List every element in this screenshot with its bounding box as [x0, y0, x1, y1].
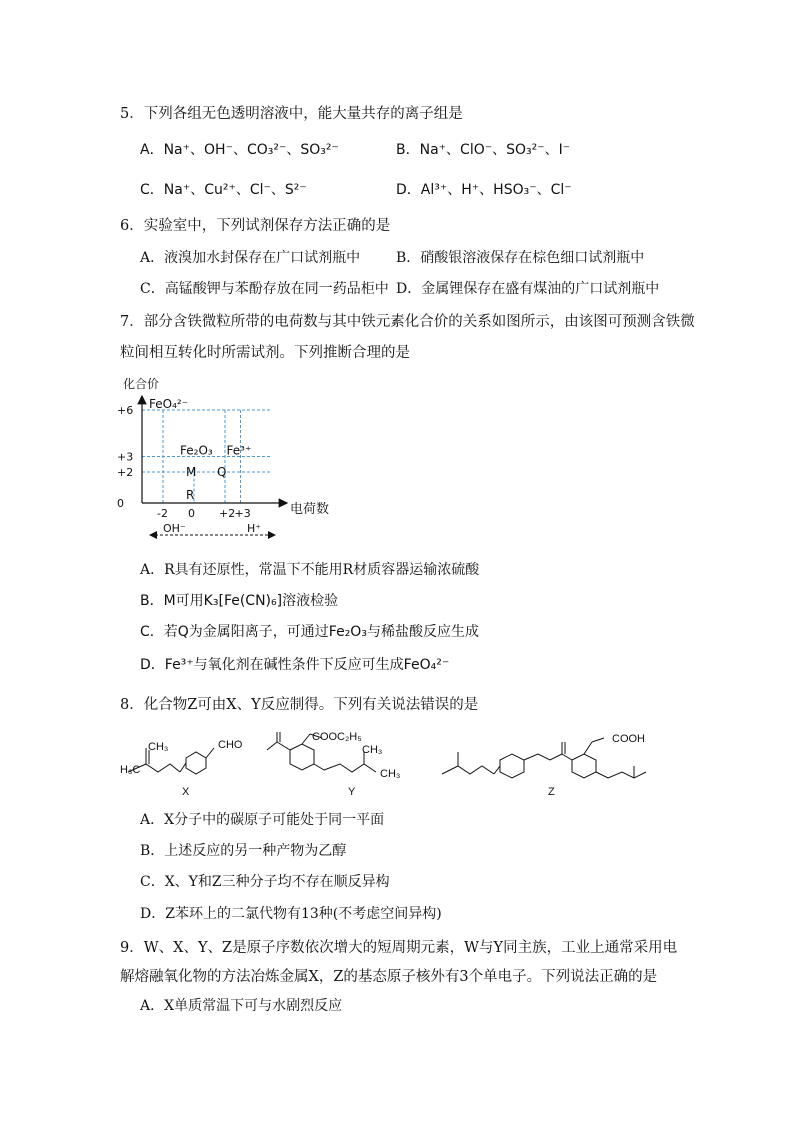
y-ch3-label: CH₃	[362, 744, 383, 756]
chart-point-label-5: R	[186, 488, 195, 502]
q9-stem-line2: 解熔融氧化物的方法冶炼金属X，Z的基态原子核外有3个单电子。下列说法正确的是	[120, 969, 658, 985]
x-tick-label: 0	[188, 507, 195, 520]
x-ch3-label: CH₃	[148, 741, 169, 753]
chart-point-label-1: Fe₂O₃	[180, 443, 213, 458]
q5-option-d: D．Al³⁺、H⁺、HSO₃⁻、Cl⁻	[396, 182, 572, 198]
y-ch3-label-2: CH₃	[380, 768, 401, 780]
x-tick-label: -2	[157, 507, 168, 520]
x-tick-label: +3	[234, 507, 251, 520]
chart-point-label-0: FeO₄²⁻	[149, 397, 189, 411]
q7-option-b: B．M可用K₃[Fe(CN)₆]溶液检验	[140, 593, 339, 609]
q7-option-d: D．Fe³⁺与氧化剂在碱性条件下反应可生成FeO₄²⁻	[140, 657, 450, 673]
chart-point-label-2: Fe³⁺	[226, 443, 252, 458]
y-tick-label: +3	[117, 450, 134, 464]
molecule-z-label: Z	[548, 786, 555, 798]
q5-option-c: C．Na⁺、Cu²⁺、Cl⁻、S²⁻	[140, 182, 307, 198]
y-axis-label: 化合价	[123, 377, 160, 391]
q5-stem: 5．下列各组无色透明溶液中，能大量共存的离子组是	[120, 106, 463, 122]
y-tick-label: +2	[117, 466, 134, 479]
y-ester-label: COOC₂H₅	[312, 731, 362, 743]
q6-option-c: C．高锰酸钾与苯酚存放在同一药品柜中	[140, 281, 389, 297]
molecule-y-label: Y	[348, 786, 356, 798]
q8-option-a: A．X分子中的碳原子可能处于同一平面	[140, 812, 385, 828]
y-tick-label: +6	[117, 404, 134, 417]
q6-option-d: D．金属锂保存在盛有煤油的广口试剂瓶中	[396, 281, 660, 297]
chart-point-label-4: Q	[217, 465, 227, 479]
q8-stem: 8．化合物Z可由X、Y反应制得。下列有关说法错误的是	[120, 697, 479, 713]
x-tick-label: +2	[219, 507, 236, 520]
q8-option-d: D．Z苯环上的二氯代物有13种(不考虑空间异构)	[140, 906, 442, 922]
y-tick-label: 0	[117, 497, 124, 510]
q5-option-a: A．Na⁺、OH⁻、CO₃²⁻、SO₃²⁻	[140, 142, 339, 158]
q6-option-b: B．硝酸银溶液保存在棕色细口试剂瓶中	[396, 250, 645, 266]
arrow-right-label: H⁺	[247, 522, 262, 535]
chart-point-label-3: M	[186, 465, 197, 479]
q9-stem-line1: 9．W、X、Y、Z是原子序数依次增大的短周期元素，W与Y同主族，工业上通常采用电	[120, 940, 678, 956]
q9-option-a: A．X单质常温下可与水剧烈反应	[140, 998, 343, 1014]
q5-option-b: B．Na⁺、ClO⁻、SO₃²⁻、I⁻	[396, 142, 571, 158]
x-axis-label: 电荷数	[290, 502, 330, 517]
z-acid-label: COOH	[612, 733, 645, 745]
q6-option-a: A．液溴加水封保存在广口试剂瓶中	[140, 250, 361, 266]
q6-stem: 6．实验室中，下列试剂保存方法正确的是	[120, 218, 391, 234]
q8-option-b: B．上述反应的另一种产物为乙醇	[140, 843, 347, 859]
q7-stem-line1: 7．部分含铁微粒所带的电荷数与其中铁元素化合价的关系如图所示，由该图可预测含铁微	[120, 314, 695, 330]
molecule-z-structure	[432, 730, 692, 785]
q7-option-c: C．若Q为金属阳离子，可通过Fe₂O₃与稀盐酸反应生成	[140, 624, 479, 640]
x-h3c-label: H₃C	[120, 764, 141, 776]
x-cho-label: CHO	[218, 739, 243, 751]
arrow-left-label: OH⁻	[163, 522, 186, 535]
q7-stem-line2: 粒间相互转化时所需试剂。下列推断合理的是	[120, 345, 410, 361]
q7-option-a: A．R具有还原性，常温下不能用R材质容器运输浓硫酸	[140, 562, 480, 578]
molecule-x-label: X	[182, 786, 190, 798]
q8-option-c: C．X、Y和Z三种分子均不存在顺反异构	[140, 874, 390, 890]
